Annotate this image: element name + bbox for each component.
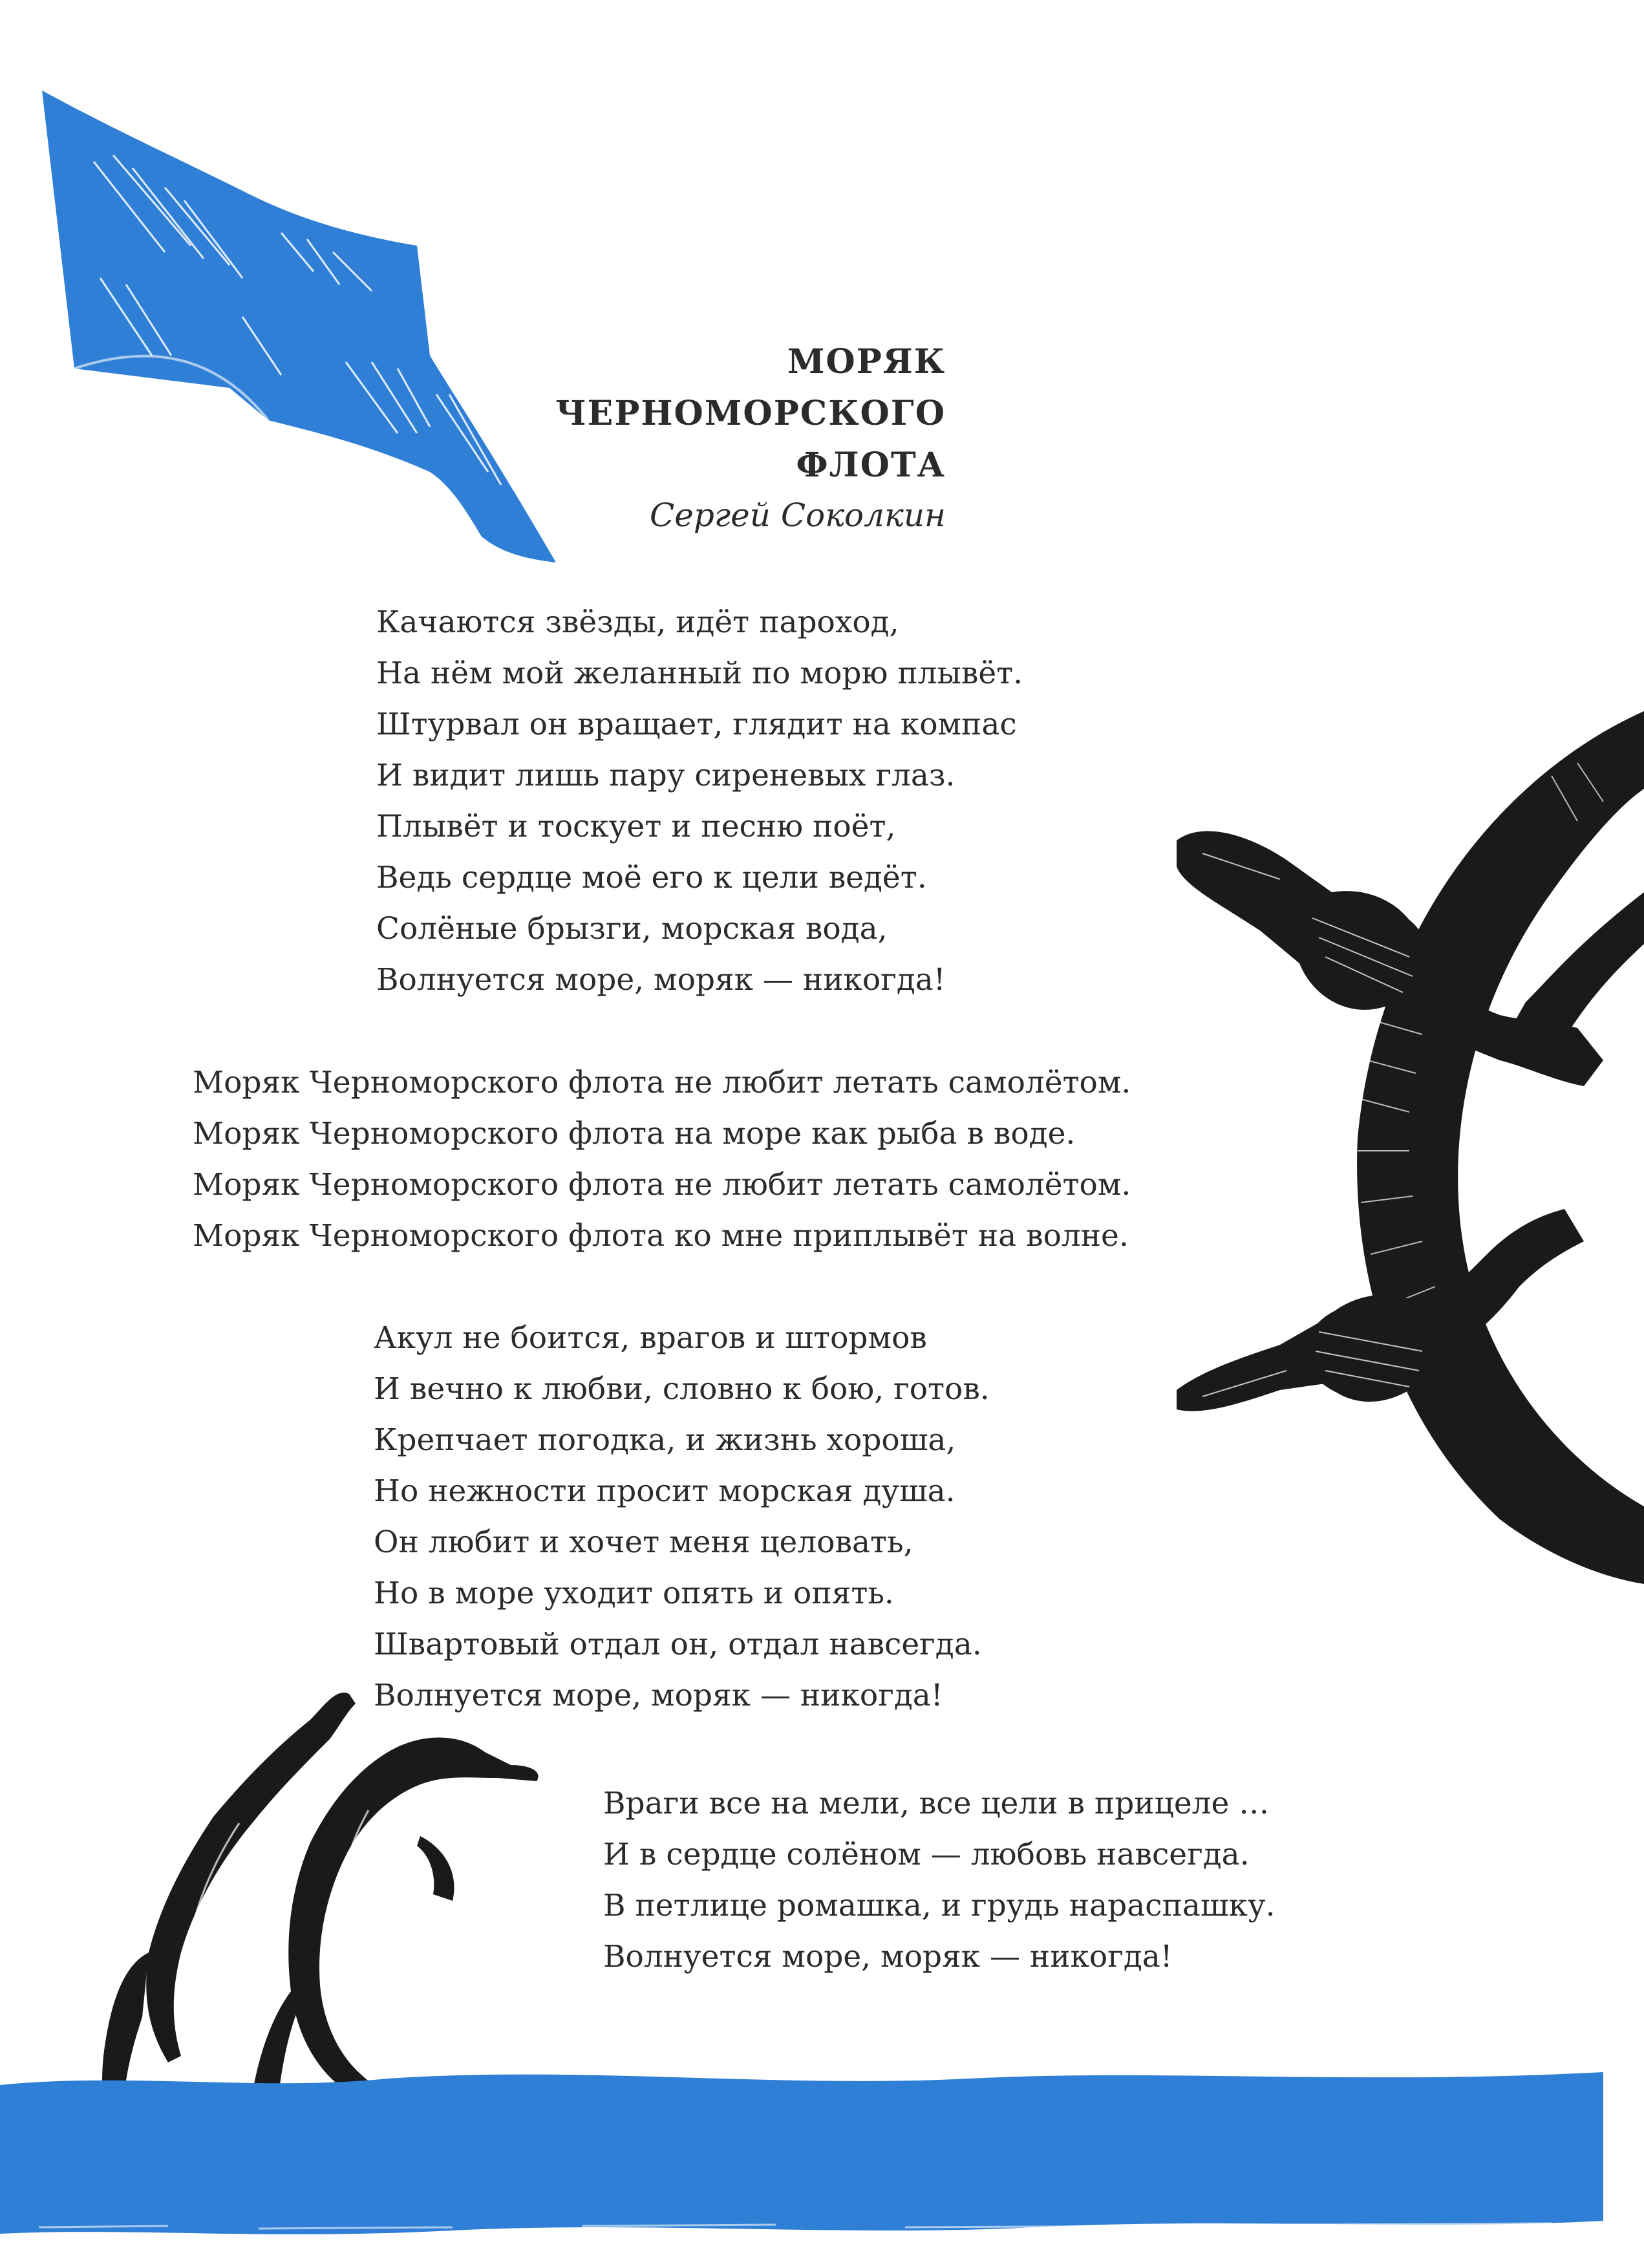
poem-line: И видит лишь пару сиреневых глаз. [376,758,955,793]
poem-line: В петлице ромашка, и грудь нараспашку. [603,1888,1276,1923]
poem-line: На нём мой желанный по морю плывёт. [376,656,1023,691]
poem-line: Штурвал он вращает, глядит на компас [376,707,1017,742]
stanza-refrain [193,1057,1131,1261]
poem-line: Солёные брызги, морская вода, [376,911,888,947]
poem-line: И в сердце солёном — любовь навсегда. [603,1837,1250,1872]
poem-line: Но в море уходит опять и опять. [374,1576,894,1611]
poem-line: Он любит и хочет меня целовать, [374,1524,913,1560]
poem-line: Враги все на мели, все цели в прицеле … [603,1786,1270,1821]
poem-line: Моряк Черноморского флота не любит летать самолётом. [193,1167,1131,1203]
ship-wheel-icon [1164,698,1644,1584]
title-line: ЧЕРНОМОРСКОГО [555,394,946,433]
poem-line: Акул не боится, врагов и штормов [374,1320,927,1356]
poem-author: Сергей Соколкин [650,497,946,534]
title-line: МОРЯК [787,342,946,381]
stanza-1 [376,597,1023,1005]
poem-line: Моряк Черноморского флота не любит летать самолётом. [193,1065,1131,1100]
stanza-3 [374,1312,990,1721]
poem-line: Ведь сердце моё его к цели ведёт. [376,860,927,895]
title-line: ФЛОТА [796,445,946,485]
stanza-4 [603,1778,1276,1982]
poem-line: Но нежности просит морская душа. [374,1473,955,1509]
poem-line: И вечно к любви, словно к бою, готов. [374,1371,990,1407]
poem-line: Плывёт и тоскует и песню поёт, [376,809,896,844]
poem-line: Моряк Черноморского флота на море как рыба в воде. [193,1116,1076,1151]
poem-title [555,336,946,491]
poem-line: Качаются звёзды, идёт пароход, [376,604,899,640]
poem-line: Волнуется море, моряк — никогда! [374,1678,943,1713]
poem-line: Швартовый отдал он, отдал навсегда. [374,1627,982,1662]
sea-waves-icon [0,2066,1644,2268]
poem-line: Крепчает погодка, и жизнь хороша, [374,1422,956,1458]
poem-line: Моряк Черноморского флота ко мне приплывёт на волне. [193,1218,1129,1254]
flag-icon [36,84,566,562]
poem-line: Волнуется море, моряк — никогда! [376,962,946,998]
poem-line: Волнуется море, моряк — никогда! [603,1939,1173,1974]
